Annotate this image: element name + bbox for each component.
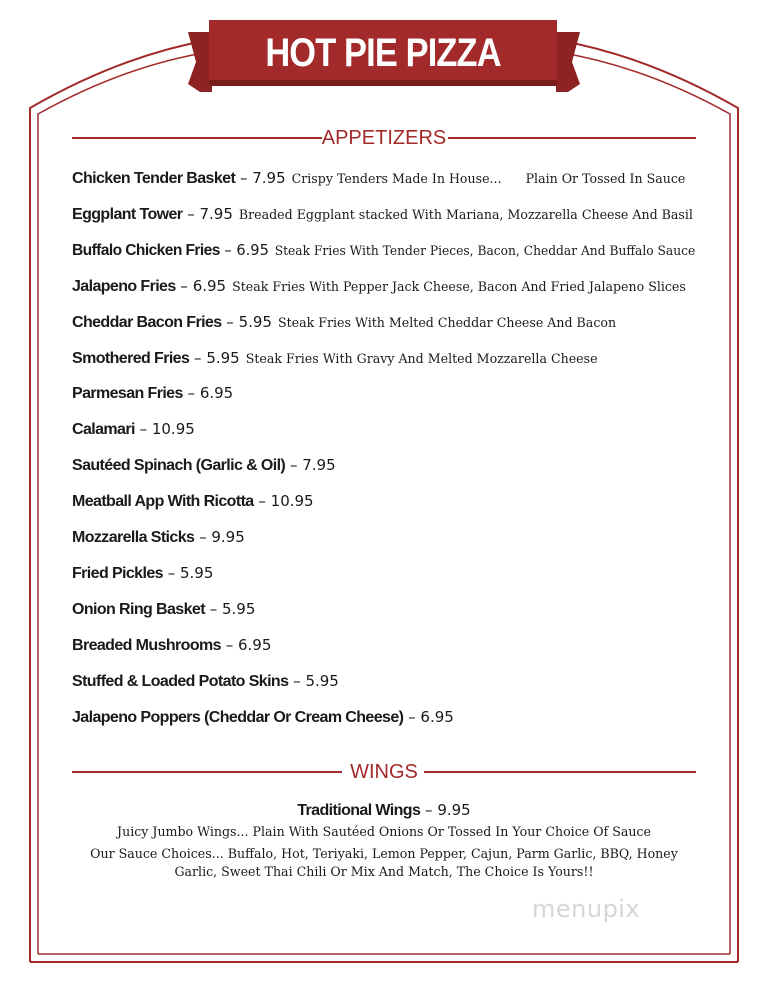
item-price: 6.95 — [420, 708, 454, 726]
menu-item — [72, 166, 685, 190]
item-name: Jalapeno Fries — [72, 278, 176, 295]
item-description: Breaded Eggplant stacked With Mariana, Mozzarella Cheese And Basil — [238, 207, 693, 222]
wings-description-1: Juicy Jumbo Wings... Plain With Sautéed Onions Or Tossed In Your Choice Of Sauce — [117, 824, 651, 839]
wings-description-2: Our Sauce Choices... Buffalo, Hot, Teriyaki, Lemon Pepper, Cajun, Parm Garlic, BBQ, Honey — [90, 846, 678, 861]
item-name: Jalapeno Poppers (Cheddar Or Cream Cheese) — [72, 709, 404, 726]
menu-item — [72, 381, 233, 405]
item-price: 6.95 — [199, 384, 234, 402]
item-separator: – — [221, 313, 239, 331]
menu-item — [72, 310, 616, 334]
item-separator: – — [175, 277, 193, 295]
item-name: Calamari — [72, 421, 135, 438]
page-title: HOT PIE PIZZA — [265, 30, 501, 75]
item-separator: – — [253, 492, 271, 510]
item-name: Meatball App With Ricotta — [72, 493, 254, 510]
item-price: 5.95 — [179, 564, 214, 582]
wings-heading — [72, 760, 696, 784]
wings-title — [72, 798, 696, 823]
item-separator: – — [403, 708, 421, 726]
item-name: Sautéed Spinach (Garlic & Oil) — [72, 457, 286, 474]
menu-item — [72, 346, 598, 370]
item-name: Fried Pickles — [72, 565, 163, 582]
item-separator: – — [220, 636, 238, 654]
menu-item — [72, 489, 314, 513]
item-price: 9.95 — [437, 801, 471, 819]
item-name: Eggplant Tower — [72, 206, 183, 223]
item-description: Steak Fries With Tender Pieces, Bacon, Cheddar And Buffalo Sauce — [274, 243, 696, 258]
item-separator: – — [189, 349, 207, 367]
item-separator: – — [219, 241, 237, 259]
menu-item — [72, 417, 195, 441]
menu-item — [72, 705, 454, 729]
item-separator: – — [182, 384, 200, 402]
item-separator: – — [194, 528, 212, 546]
item-price: 7.95 — [252, 169, 286, 187]
item-price: 5.95 — [206, 349, 240, 367]
item-price: 5.95 — [305, 672, 339, 690]
item-price: 6.95 — [192, 277, 227, 295]
item-price: 6.95 — [238, 636, 272, 654]
item-separator: – — [420, 801, 438, 819]
appetizers-heading-label: APPETIZERS — [321, 127, 447, 149]
watermark: menupix — [532, 895, 641, 923]
menu-item — [72, 597, 255, 621]
appetizers-heading — [72, 126, 696, 150]
item-price: 7.95 — [199, 205, 233, 223]
item-price: 10.95 — [270, 492, 314, 510]
item-price: 6.95 — [236, 241, 269, 259]
heading-rule-right — [424, 771, 696, 773]
wings-description-3: Garlic, Sweet Thai Chili Or Mix And Match, The Choice Is Yours!! — [174, 864, 594, 879]
item-separator: – — [288, 672, 306, 690]
item-separator: – — [134, 420, 152, 438]
item-separator: – — [162, 564, 180, 582]
banner-right-tail — [556, 32, 580, 92]
banner-left-tail — [188, 32, 212, 92]
item-name: Stuffed & Loaded Potato Skins — [72, 673, 289, 690]
item-name: Buffalo Chicken Fries — [72, 242, 220, 259]
menu-item — [72, 202, 693, 226]
heading-rule-right — [448, 137, 696, 139]
item-description: Steak Fries With Gravy And Melted Mozzarella Cheese — [245, 351, 598, 366]
item-separator: – — [182, 205, 200, 223]
item-description: Crispy Tenders Made In House... Plain Or Tossed In Sauce — [291, 171, 686, 186]
wings-heading-label: WINGS — [350, 761, 418, 783]
menu-item — [72, 238, 695, 262]
item-name: Breaded Mushrooms — [72, 637, 221, 654]
item-price: 5.95 — [221, 600, 256, 618]
item-name: Mozzarella Sticks — [72, 529, 195, 546]
menu-item — [72, 669, 339, 693]
item-price: 10.95 — [151, 420, 195, 438]
item-separator: – — [204, 600, 222, 618]
item-description: Steak Fries With Melted Cheddar Cheese And Bacon — [277, 315, 617, 330]
menu-item — [72, 633, 271, 657]
item-name: Cheddar Bacon Fries — [72, 314, 222, 331]
item-description: Steak Fries With Pepper Jack Cheese, Bacon And Fried Jalapeno Slices — [232, 279, 686, 294]
item-name: Parmesan Fries — [72, 385, 183, 402]
item-separator: – — [285, 456, 303, 474]
menu-item — [72, 453, 336, 477]
item-price: 7.95 — [302, 456, 336, 474]
item-separator: – — [235, 169, 253, 187]
menu-item — [72, 561, 213, 585]
item-price: 9.95 — [211, 528, 245, 546]
menu-item — [72, 274, 686, 298]
item-name: Chicken Tender Basket — [72, 170, 236, 187]
menu-item — [72, 525, 245, 549]
item-name: Traditional Wings — [297, 802, 421, 819]
item-price: 5.95 — [238, 313, 272, 331]
item-name: Smothered Fries — [72, 350, 190, 367]
item-name: Onion Ring Basket — [72, 601, 205, 618]
